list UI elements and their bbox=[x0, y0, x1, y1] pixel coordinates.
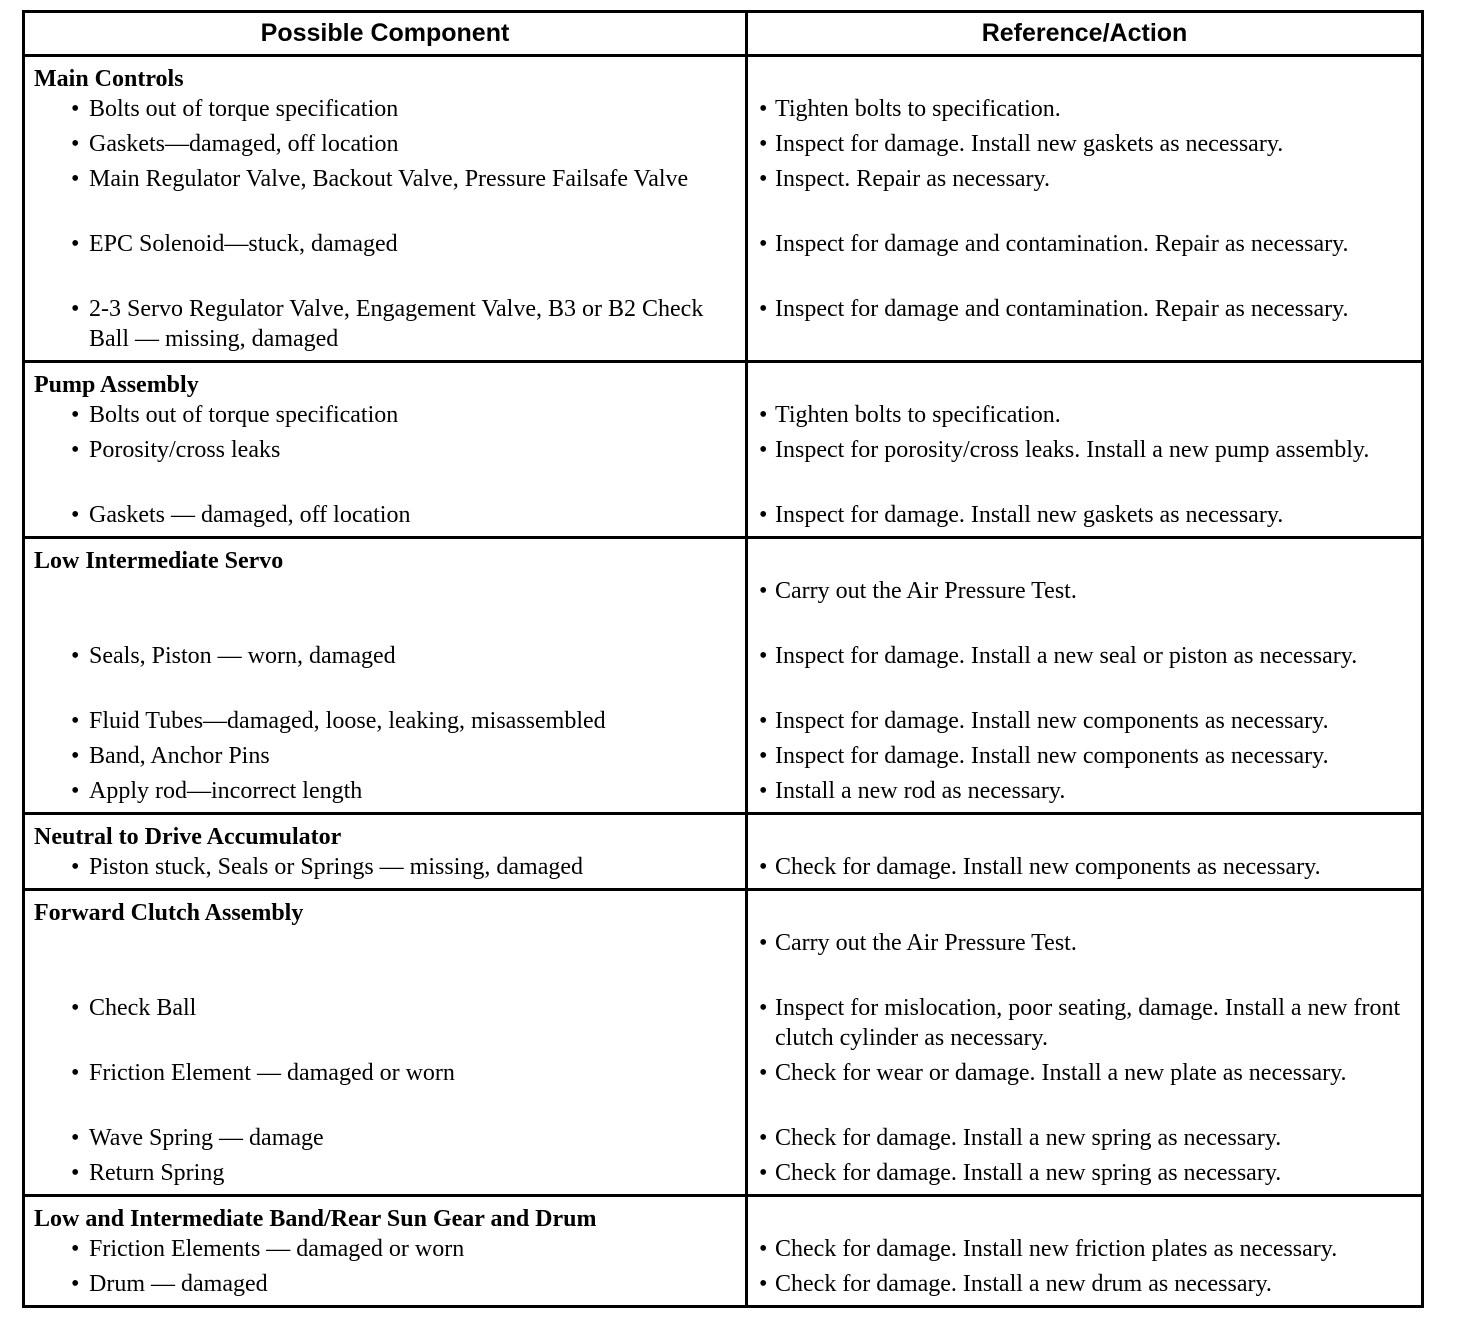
action-text: Inspect for damage. Install new gaskets as necessary. bbox=[775, 131, 1284, 157]
table-row bbox=[25, 993, 1421, 1053]
bullet-icon: • bbox=[759, 1236, 768, 1262]
bullet-icon: • bbox=[71, 437, 80, 463]
section-padding bbox=[25, 1299, 1421, 1305]
component-text: 2-3 Servo Regulator Valve, Engagement Valve, B3 or B2 Check Ball — missing, damaged bbox=[89, 296, 704, 352]
bullet-icon: • bbox=[759, 437, 768, 463]
component-text: Main Regulator Valve, Backout Valve, Pressure Failsafe Valve bbox=[89, 166, 689, 192]
component-cell bbox=[25, 294, 745, 354]
component-cell bbox=[25, 1123, 745, 1153]
bullet-icon: • bbox=[759, 96, 768, 122]
component-cell bbox=[25, 852, 745, 882]
bullet-icon: • bbox=[71, 1060, 80, 1086]
section-padding bbox=[25, 806, 1421, 812]
action-cell bbox=[745, 164, 1421, 224]
component-cell bbox=[25, 1234, 745, 1264]
bullet-icon: • bbox=[759, 1060, 768, 1086]
table-row bbox=[25, 706, 1421, 736]
section bbox=[25, 891, 1421, 1197]
component-text: Seals, Piston — worn, damaged bbox=[89, 643, 396, 669]
table-row bbox=[25, 1123, 1421, 1153]
action-cell bbox=[745, 641, 1421, 701]
action-cell bbox=[745, 928, 1421, 958]
bullet-icon: • bbox=[759, 778, 768, 804]
action-text: Install a new rod as necessary. bbox=[775, 778, 1066, 804]
component-text: Friction Elements — damaged or worn bbox=[89, 1236, 465, 1262]
action-text: Inspect for mislocation, poor seating, damage. Install a new front clutch cylinder as necessary. bbox=[775, 995, 1401, 1051]
action-cell bbox=[745, 294, 1421, 354]
action-text: Inspect for damage. Install new components as necessary. bbox=[775, 743, 1329, 769]
action-cell bbox=[745, 129, 1421, 159]
action-text: Check for damage. Install new friction plates as necessary. bbox=[775, 1236, 1338, 1262]
bullet-icon: • bbox=[759, 131, 768, 157]
bullet-icon: • bbox=[71, 296, 80, 322]
section-title: Low and Intermediate Band/Rear Sun Gear and Drum bbox=[34, 1206, 597, 1232]
table-row bbox=[25, 400, 1421, 430]
action-cell bbox=[745, 776, 1421, 806]
bullet-icon: • bbox=[759, 743, 768, 769]
component-cell bbox=[25, 706, 745, 736]
component-text: Bolts out of torque specification bbox=[89, 402, 399, 428]
component-cell bbox=[25, 641, 745, 701]
component-text: Gaskets—damaged, off location bbox=[89, 131, 399, 157]
component-cell bbox=[25, 94, 745, 124]
bullet-icon: • bbox=[759, 1160, 768, 1186]
table-row bbox=[25, 1234, 1421, 1264]
bullet-icon: • bbox=[71, 1271, 80, 1297]
bullet-icon: • bbox=[71, 402, 80, 428]
action-cell bbox=[745, 94, 1421, 124]
component-cell bbox=[25, 229, 745, 289]
header-reference-action: Reference/Action bbox=[981, 19, 1188, 47]
component-text: Gaskets — damaged, off location bbox=[89, 502, 411, 528]
component-cell bbox=[25, 741, 745, 771]
action-cell bbox=[745, 1269, 1421, 1299]
table-row bbox=[25, 1158, 1421, 1188]
component-text: Band, Anchor Pins bbox=[89, 743, 270, 769]
component-cell bbox=[25, 164, 745, 224]
component-text: Return Spring bbox=[89, 1160, 225, 1186]
action-text: Check for damage. Install a new spring as necessary. bbox=[775, 1125, 1282, 1151]
action-cell bbox=[745, 229, 1421, 289]
table-row bbox=[25, 641, 1421, 701]
bullet-icon: • bbox=[759, 854, 768, 880]
action-cell bbox=[745, 993, 1421, 1053]
table-row bbox=[25, 500, 1421, 530]
action-text: Check for damage. Install new components as necessary. bbox=[775, 854, 1321, 880]
action-text: Inspect for damage and contamination. Repair as necessary. bbox=[775, 231, 1349, 257]
action-text: Inspect for porosity/cross leaks. Install a new pump assembly. bbox=[775, 437, 1370, 463]
component-text: Apply rod—incorrect length bbox=[89, 778, 363, 804]
component-cell bbox=[25, 500, 745, 530]
bullet-icon: • bbox=[71, 1125, 80, 1151]
bullet-icon: • bbox=[759, 166, 768, 192]
bullet-icon: • bbox=[71, 166, 80, 192]
action-text: Inspect for damage and contamination. Repair as necessary. bbox=[775, 296, 1349, 322]
action-cell bbox=[745, 576, 1421, 606]
component-text: Check Ball bbox=[89, 995, 197, 1021]
table-row bbox=[25, 852, 1421, 882]
action-text: Tighten bolts to specification. bbox=[775, 96, 1061, 122]
bullet-icon: • bbox=[71, 708, 80, 734]
action-cell bbox=[745, 706, 1421, 736]
component-cell bbox=[25, 1058, 745, 1118]
section-padding bbox=[25, 882, 1421, 888]
bullet-icon: • bbox=[71, 1160, 80, 1186]
table-row bbox=[25, 94, 1421, 124]
table-row bbox=[25, 164, 1421, 224]
component-text: Drum — damaged bbox=[89, 1271, 268, 1297]
action-cell bbox=[745, 435, 1421, 495]
table-row bbox=[25, 229, 1421, 289]
bullet-icon: • bbox=[759, 402, 768, 428]
section bbox=[25, 539, 1421, 815]
action-text: Carry out the Air Pressure Test. bbox=[775, 930, 1077, 956]
section bbox=[25, 363, 1421, 539]
table-row bbox=[25, 1058, 1421, 1118]
section bbox=[25, 1197, 1421, 1305]
troubleshooting-table bbox=[22, 10, 1424, 1308]
action-cell bbox=[745, 1058, 1421, 1118]
component-text: Wave Spring — damage bbox=[89, 1125, 324, 1151]
section-title: Main Controls bbox=[34, 66, 184, 92]
bullet-icon: • bbox=[759, 1271, 768, 1297]
component-cell bbox=[25, 435, 745, 495]
action-text: Check for damage. Install a new drum as necessary. bbox=[775, 1271, 1272, 1297]
component-cell bbox=[25, 400, 745, 430]
bullet-icon: • bbox=[71, 231, 80, 257]
action-text: Check for wear or damage. Install a new plate as necessary. bbox=[775, 1060, 1347, 1086]
action-text: Check for damage. Install a new spring as necessary. bbox=[775, 1160, 1282, 1186]
component-cell bbox=[25, 993, 745, 1053]
action-text: Tighten bolts to specification. bbox=[775, 402, 1061, 428]
bullet-icon: • bbox=[759, 1125, 768, 1151]
table-row bbox=[25, 294, 1421, 354]
component-text: Fluid Tubes—damaged, loose, leaking, misassembled bbox=[89, 708, 606, 734]
section-title: Forward Clutch Assembly bbox=[34, 900, 304, 926]
table-row bbox=[25, 928, 1421, 958]
section-title: Low Intermediate Servo bbox=[34, 548, 284, 574]
table-row bbox=[25, 576, 1421, 606]
component-text: Porosity/cross leaks bbox=[89, 437, 281, 463]
section-padding bbox=[25, 530, 1421, 536]
component-text: Bolts out of torque specification bbox=[89, 96, 399, 122]
action-cell bbox=[745, 741, 1421, 771]
action-text: Inspect. Repair as necessary. bbox=[775, 166, 1050, 192]
component-text: Friction Element — damaged or worn bbox=[89, 1060, 455, 1086]
section-padding bbox=[25, 354, 1421, 360]
header-possible-component: Possible Component bbox=[25, 13, 748, 54]
table-row bbox=[25, 741, 1421, 771]
section bbox=[25, 815, 1421, 891]
action-text: Inspect for damage. Install a new seal or piston as necessary. bbox=[775, 643, 1358, 669]
bullet-icon: • bbox=[71, 995, 80, 1021]
bullet-icon: • bbox=[759, 578, 768, 604]
bullet-icon: • bbox=[759, 296, 768, 322]
action-cell bbox=[745, 400, 1421, 430]
action-text: Inspect for damage. Install new gaskets as necessary. bbox=[775, 502, 1284, 528]
bullet-icon: • bbox=[71, 1236, 80, 1262]
section bbox=[25, 57, 1421, 363]
component-text: EPC Solenoid—stuck, damaged bbox=[89, 231, 398, 257]
bullet-icon: • bbox=[759, 231, 768, 257]
row-spacer bbox=[25, 958, 1421, 993]
component-cell bbox=[25, 928, 745, 958]
action-cell bbox=[745, 852, 1421, 882]
bullet-icon: • bbox=[759, 708, 768, 734]
component-cell bbox=[25, 1269, 745, 1299]
bullet-icon: • bbox=[71, 854, 80, 880]
component-cell bbox=[25, 576, 745, 606]
action-cell bbox=[745, 1234, 1421, 1264]
action-cell bbox=[745, 1123, 1421, 1153]
table-row bbox=[25, 776, 1421, 806]
bullet-icon: • bbox=[71, 96, 80, 122]
bullet-icon: • bbox=[71, 778, 80, 804]
bullet-icon: • bbox=[759, 930, 768, 956]
bullet-icon: • bbox=[759, 643, 768, 669]
section-title: Neutral to Drive Accumulator bbox=[34, 824, 342, 850]
table-row bbox=[25, 1269, 1421, 1299]
component-cell bbox=[25, 129, 745, 159]
bullet-icon: • bbox=[71, 131, 80, 157]
table-body bbox=[25, 57, 1421, 1305]
action-cell bbox=[745, 1158, 1421, 1188]
bullet-icon: • bbox=[759, 502, 768, 528]
table-row bbox=[25, 435, 1421, 495]
row-spacer bbox=[25, 606, 1421, 641]
component-cell bbox=[25, 1158, 745, 1188]
action-cell bbox=[745, 500, 1421, 530]
table-row bbox=[25, 129, 1421, 159]
bullet-icon: • bbox=[71, 743, 80, 769]
table-header bbox=[25, 13, 1421, 57]
action-text: Inspect for damage. Install new components as necessary. bbox=[775, 708, 1329, 734]
section-title: Pump Assembly bbox=[34, 372, 199, 398]
action-text: Carry out the Air Pressure Test. bbox=[775, 578, 1077, 604]
component-cell bbox=[25, 776, 745, 806]
section-padding bbox=[25, 1188, 1421, 1194]
component-text: Piston stuck, Seals or Springs — missing, damaged bbox=[89, 854, 583, 880]
bullet-icon: • bbox=[759, 995, 768, 1021]
bullet-icon: • bbox=[71, 502, 80, 528]
bullet-icon: • bbox=[71, 643, 80, 669]
